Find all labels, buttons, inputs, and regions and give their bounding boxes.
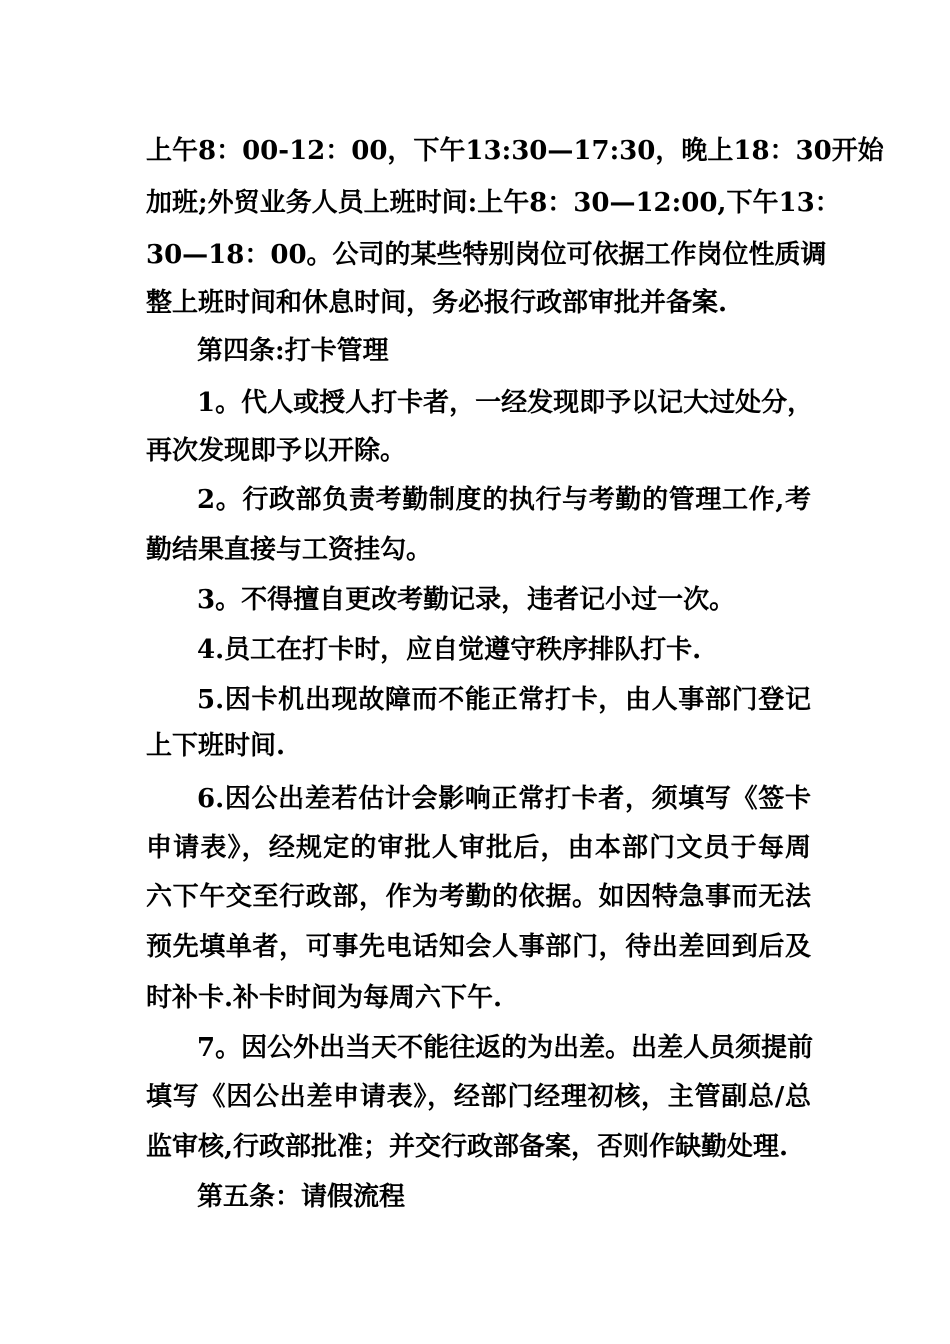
- text-line: 六下午交至行政部，作为考勤的依据。如因特急事而无法: [146, 882, 811, 912]
- text-line: 4.员工在打卡时，应自觉遵守秩序排队打卡.: [197, 635, 702, 665]
- text-line: 6.因公出差若估计会影响正常打卡者，须填写《签卡: [197, 784, 811, 814]
- section-heading: 第五条：请假流程: [197, 1182, 406, 1212]
- text-line: 申请表》，经规定的审批人审批后，由本部门文员于每周: [146, 833, 811, 863]
- text-line: 加班;外贸业务人员上班时间:上午8：30—12:00,下午13：: [146, 188, 841, 218]
- text-line: 上午8：00-12：00，下午13:30—17:30，晚上18：30开始: [146, 136, 884, 166]
- text-line: 监审核,行政部批准；并交行政部备案，否则作缺勤处理.: [146, 1132, 789, 1162]
- text-line: 7。因公外出当天不能往返的为出差。出差人员须提前: [197, 1033, 814, 1063]
- text-line: 预先填单者，可事先电话知会人事部门，待出差回到后及: [146, 932, 811, 962]
- text-line: 2。行政部负责考勤制度的执行与考勤的管理工作,考: [197, 485, 811, 515]
- text-line: 上下班时间.: [146, 731, 286, 761]
- text-line: 整上班时间和休息时间，务必报行政部审批并备案.: [146, 288, 728, 318]
- text-line: 再次发现即予以开除。: [146, 436, 407, 466]
- text-line: 5.因卡机出现故障而不能正常打卡，由人事部门登记: [197, 685, 811, 715]
- text-line: 填写《因公出差申请表》，经部门经理初核，主管副总/总: [146, 1082, 811, 1112]
- text-line: 3。不得擅自更改考勤记录，违者记小过一次。: [197, 585, 736, 615]
- section-heading: 第四条:打卡管理: [197, 336, 389, 366]
- text-line: 时补卡.补卡时间为每周六下午.: [146, 983, 503, 1013]
- text-line: 勤结果直接与工资挂勾。: [146, 535, 433, 565]
- text-line: 1。代人或授人打卡者，一经发现即予以记大过处分，: [197, 388, 814, 418]
- text-line: 30—18：00。公司的某些特别岗位可依据工作岗位性质调: [146, 240, 827, 270]
